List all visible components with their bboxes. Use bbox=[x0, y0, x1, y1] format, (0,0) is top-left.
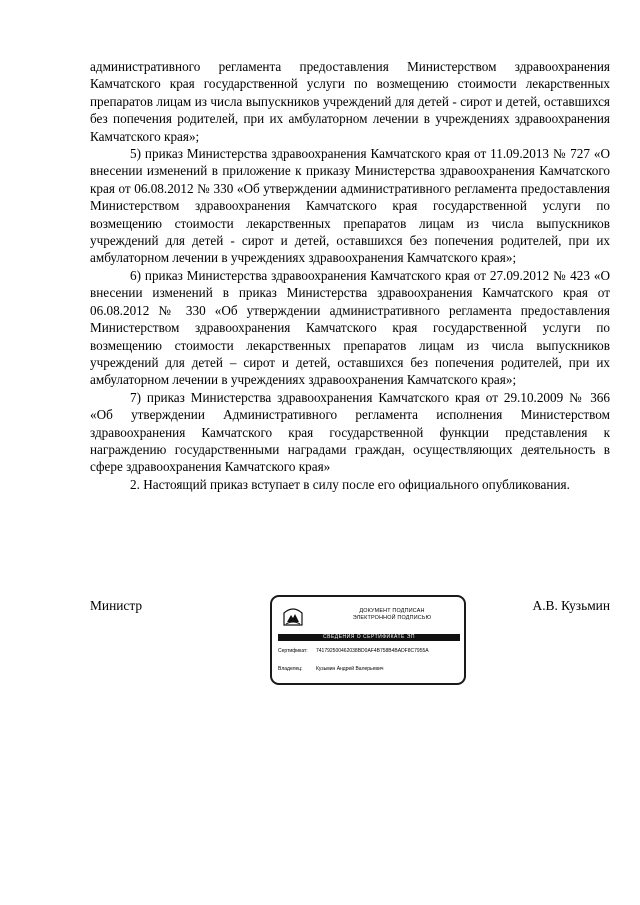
coat-of-arms-icon bbox=[281, 605, 305, 627]
paragraph-item-7: 7) приказ Министерства здравоохранения Камчатского края от 29.10.2009 № 366 «Об утверждении Административного регламента исполнения Министерством здравоохранения Камчатского края государственной функции представления к награждению государственными наградами граждан, осуществляющих деятельность в сфере здравоохранения Камчатского края» bbox=[90, 389, 610, 475]
stamp-title bbox=[322, 608, 462, 622]
paragraph-item-5: 5) приказ Министерства здравоохранения Камчатского края от 11.09.2013 № 727 «О внесении изменений в приложение к приказу Министерства здравоохранения Камчатского края от 06.08.2012 № 330 «Об утверждении административного регламента предоставления Министерством здравоохранения Камчатского края государственной услуги по возмещению стоимости лекарственных препаратов лицам из числа выпускников учреждений для детей - сирот и детей, оставшихся без попечения родителей, при их амбулаторном лечении в учреждениях здравоохранения Камчатского края»; bbox=[90, 146, 610, 266]
paragraph-effective-date: 2. Настоящий приказ вступает в силу после его официального опубликования. bbox=[130, 476, 570, 492]
certificate-info-bar: СВЕДЕНИЯ О СЕРТИФИКАТЕ ЭП bbox=[278, 634, 460, 641]
signer-name: А.В. Кузьмин bbox=[532, 598, 610, 613]
electronic-signature-stamp bbox=[270, 595, 466, 685]
certificate-label: Сертификат: bbox=[278, 648, 308, 654]
stamp-title-line1: ДОКУМЕНТ ПОДПИСАН bbox=[359, 608, 425, 614]
certificate-value: 741792500462038BD0AF4B758B4BADF8C7955A bbox=[316, 648, 429, 654]
owner-value: Кузьмин Андрей Валерьевич bbox=[316, 666, 384, 672]
paragraph-item-6: 6) приказ Министерства здравоохранения Камчатского края от 27.09.2012 № 423 «О внесении изменений в приказ Министерства здравоохранения Камчатского края от 06.08.2012 № 330 «Об утверждении административного регламента предоставления Министерством здравоохранения Камчатского края государственной услуги по возмещению стоимости лекарственных препаратов лицам из числа выпускников учреждений для детей – сирот и детей, оставшихся без попечения родителей, при их амбулаторном лечении в учреждениях здравоохранения Камчатского края»; bbox=[90, 267, 610, 388]
owner-label: Владелец: bbox=[278, 666, 303, 672]
paragraph-continuation: административного регламента предоставления Министерством здравоохранения Камчатского края государственной услуги по возмещению стоимости лекарственных препаратов лицам из числа выпускников учреждений для детей - сирот и детей, оставшихся без попечения родителей, при их амбулаторном лечении в учреждениях здравоохранения Камчатского края»; bbox=[90, 59, 610, 144]
position-label: Министр bbox=[90, 598, 143, 613]
stamp-title-line2: ЭЛЕКТРОННОЙ ПОДПИСЬЮ bbox=[352, 615, 432, 621]
document-body bbox=[90, 58, 610, 493]
